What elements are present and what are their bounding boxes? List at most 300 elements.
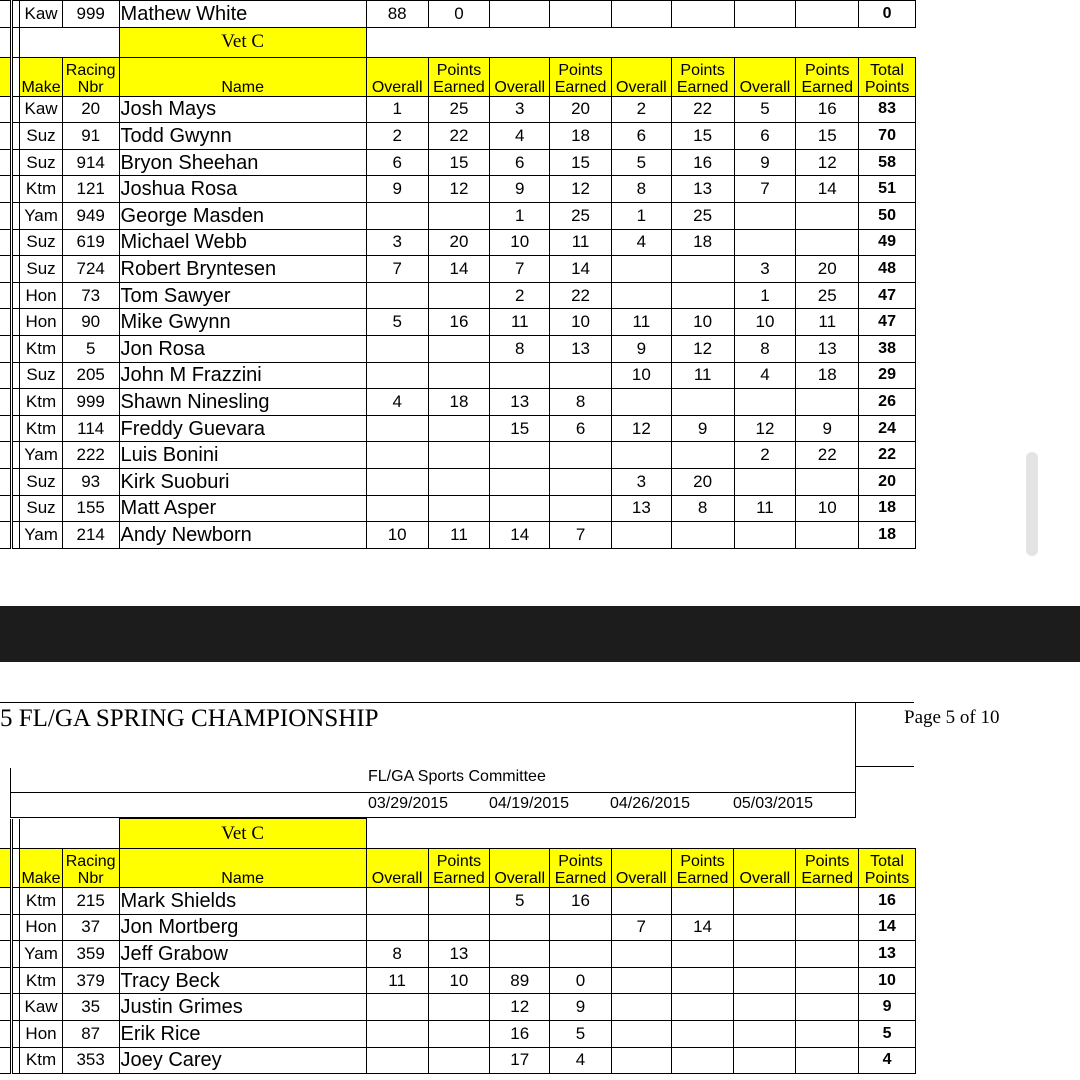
- r2-points-cell: 18: [550, 123, 612, 150]
- make-cell: Suz: [20, 229, 63, 256]
- rider-name-cell: Tracy Beck: [119, 967, 366, 994]
- row-edge: [12, 123, 20, 150]
- r3-overall-cell: 6: [611, 123, 671, 150]
- col-header-points-earned: Points Earned: [796, 57, 859, 96]
- make-cell: Yam: [20, 522, 63, 549]
- r4-overall-cell: 11: [734, 495, 796, 522]
- row-edge: [0, 495, 12, 522]
- total-points-cell: 38: [859, 335, 916, 362]
- r3-overall-cell: 3: [611, 468, 671, 495]
- col-header-points-earned: Points Earned: [796, 849, 859, 888]
- r1-overall-cell: [366, 442, 428, 469]
- class-row: [0, 819, 916, 849]
- r1-overall-cell: [366, 1020, 428, 1047]
- r2-overall-cell: 9: [490, 176, 550, 203]
- r1-overall-cell: 4: [366, 389, 428, 416]
- r2-overall-cell: 14: [490, 522, 550, 549]
- r3-overall-cell: [611, 1047, 671, 1074]
- rider-name-cell: Mathew White: [119, 1, 366, 28]
- r1-points-cell: 11: [428, 522, 490, 549]
- r2-overall-cell: 89: [490, 967, 550, 994]
- racing-nbr-cell: 379: [62, 967, 119, 994]
- r1-points-cell: 0: [428, 1, 490, 28]
- table-row: [0, 415, 916, 442]
- header-edge: [12, 57, 20, 96]
- r2-points-cell: [550, 495, 612, 522]
- col-header-make: Make: [20, 849, 63, 888]
- standings-table-upper: [0, 0, 916, 549]
- rider-name-cell: Robert Bryntesen: [119, 256, 366, 283]
- row-edge: [0, 914, 12, 941]
- r3-points-cell: 13: [671, 176, 734, 203]
- total-points-cell: 47: [859, 282, 916, 309]
- r3-overall-cell: [611, 888, 671, 915]
- r4-overall-cell: [734, 1, 796, 28]
- r4-points-cell: 10: [796, 495, 859, 522]
- racing-nbr-cell: 35: [62, 994, 119, 1021]
- r4-overall-cell: 3: [734, 256, 796, 283]
- rider-name-cell: Shawn Ninesling: [119, 389, 366, 416]
- total-points-cell: 18: [859, 522, 916, 549]
- row-edge: [0, 1, 12, 28]
- r4-overall-cell: 4: [734, 362, 796, 389]
- r3-points-cell: 10: [671, 309, 734, 336]
- r3-overall-cell: 8: [611, 176, 671, 203]
- r2-points-cell: [550, 442, 612, 469]
- col-header-overall: Overall: [366, 849, 428, 888]
- page-number: Page 5 of 10: [904, 707, 1000, 728]
- r4-overall-cell: [734, 229, 796, 256]
- r3-points-cell: 8: [671, 495, 734, 522]
- header-top-rule: [0, 702, 914, 703]
- col-header-racing-nbr: Racing Nbr: [62, 849, 119, 888]
- row-edge: [0, 1047, 12, 1074]
- make-cell: Ktm: [20, 415, 63, 442]
- total-points-cell: 9: [859, 994, 916, 1021]
- row-edge: [12, 1, 20, 28]
- r2-overall-cell: 13: [490, 389, 550, 416]
- row-edge: [12, 1020, 20, 1047]
- r3-overall-cell: [611, 967, 671, 994]
- row-edge: [0, 888, 12, 915]
- class-row: [0, 27, 916, 57]
- r3-overall-cell: [611, 282, 671, 309]
- make-cell: Hon: [20, 309, 63, 336]
- total-points-cell: 16: [859, 888, 916, 915]
- r4-points-cell: 22: [796, 442, 859, 469]
- r3-overall-cell: [611, 1020, 671, 1047]
- r4-overall-cell: [734, 1047, 796, 1074]
- row-edge: [12, 149, 20, 176]
- row-edge: [0, 202, 12, 229]
- r4-overall-cell: [734, 468, 796, 495]
- table-row: [0, 335, 916, 362]
- r2-points-cell: 12: [550, 176, 612, 203]
- r1-points-cell: [428, 282, 490, 309]
- total-points-cell: 48: [859, 256, 916, 283]
- row-edge: [12, 1047, 20, 1074]
- row-edge: [12, 914, 20, 941]
- make-cell: Suz: [20, 149, 63, 176]
- total-points-cell: 51: [859, 176, 916, 203]
- row-edge: [12, 27, 20, 57]
- r4-overall-cell: 6: [734, 123, 796, 150]
- r1-points-cell: [428, 888, 490, 915]
- rider-name-cell: Jon Rosa: [119, 335, 366, 362]
- r3-overall-cell: [611, 1, 671, 28]
- r4-points-cell: [796, 967, 859, 994]
- col-header-points-earned: Points Earned: [671, 57, 734, 96]
- r2-overall-cell: 10: [490, 229, 550, 256]
- r1-points-cell: [428, 994, 490, 1021]
- r2-points-cell: 25: [550, 202, 612, 229]
- r3-points-cell: [671, 967, 734, 994]
- r4-points-cell: 12: [796, 149, 859, 176]
- total-points-cell: 47: [859, 309, 916, 336]
- r2-points-cell: 6: [550, 415, 612, 442]
- row-edge: [0, 468, 12, 495]
- r3-overall-cell: 9: [611, 335, 671, 362]
- r1-points-cell: 15: [428, 149, 490, 176]
- row-edge: [0, 149, 12, 176]
- row-edge: [12, 282, 20, 309]
- make-cell: Ktm: [20, 389, 63, 416]
- row-edge: [12, 176, 20, 203]
- total-points-cell: 83: [859, 96, 916, 123]
- r1-overall-cell: 11: [366, 967, 428, 994]
- r1-points-cell: 16: [428, 309, 490, 336]
- r2-overall-cell: 17: [490, 1047, 550, 1074]
- r3-overall-cell: [611, 389, 671, 416]
- header-divider: [855, 702, 856, 766]
- r3-points-cell: [671, 389, 734, 416]
- row-edge: [12, 941, 20, 968]
- r3-overall-cell: 12: [611, 415, 671, 442]
- table-row: [0, 941, 916, 968]
- racing-nbr-cell: 114: [62, 415, 119, 442]
- racing-nbr-cell: 121: [62, 176, 119, 203]
- racing-nbr-cell: 359: [62, 941, 119, 968]
- rider-name-cell: Jon Mortberg: [119, 914, 366, 941]
- make-cell: Suz: [20, 123, 63, 150]
- r3-points-cell: 22: [671, 96, 734, 123]
- racing-nbr-cell: 37: [62, 914, 119, 941]
- racing-nbr-cell: 999: [62, 389, 119, 416]
- page-gap: [0, 606, 1080, 662]
- r2-overall-cell: [490, 1, 550, 28]
- total-points-cell: 14: [859, 914, 916, 941]
- r3-points-cell: 11: [671, 362, 734, 389]
- row-edge: [12, 495, 20, 522]
- r1-overall-cell: 5: [366, 309, 428, 336]
- total-points-cell: 24: [859, 415, 916, 442]
- make-cell: Kaw: [20, 994, 63, 1021]
- r2-overall-cell: 12: [490, 994, 550, 1021]
- r1-overall-cell: 1: [366, 96, 428, 123]
- r2-overall-cell: 5: [490, 888, 550, 915]
- row-edge: [12, 309, 20, 336]
- row-edge: [0, 1020, 12, 1047]
- r3-points-cell: [671, 994, 734, 1021]
- race-date-1: 03/29/2015: [368, 795, 449, 812]
- r3-points-cell: [671, 1047, 734, 1074]
- race-date-3: 04/26/2015: [610, 795, 691, 812]
- rider-name-cell: Michael Webb: [119, 229, 366, 256]
- col-header-total-points: Total Points: [859, 849, 916, 888]
- r3-overall-cell: [611, 994, 671, 1021]
- r1-overall-cell: [366, 495, 428, 522]
- row-edge: [0, 229, 12, 256]
- header-rule: [855, 766, 914, 767]
- col-header-overall: Overall: [366, 57, 428, 96]
- col-header-points-earned: Points Earned: [428, 849, 490, 888]
- r1-overall-cell: [366, 1047, 428, 1074]
- racing-nbr-cell: 90: [62, 309, 119, 336]
- r3-overall-cell: [611, 522, 671, 549]
- rider-name-cell: Mark Shields: [119, 888, 366, 915]
- r4-overall-cell: [734, 967, 796, 994]
- r1-points-cell: 18: [428, 389, 490, 416]
- row-edge: [0, 309, 12, 336]
- class-label: Vet C: [119, 27, 366, 57]
- r4-points-cell: 25: [796, 282, 859, 309]
- row-edge: [12, 468, 20, 495]
- r4-points-cell: 20: [796, 256, 859, 283]
- r3-points-cell: [671, 256, 734, 283]
- racing-nbr-cell: 5: [62, 335, 119, 362]
- col-header-overall: Overall: [611, 849, 671, 888]
- r2-overall-cell: [490, 442, 550, 469]
- row-edge: [12, 96, 20, 123]
- r4-overall-cell: 7: [734, 176, 796, 203]
- row-edge: [12, 442, 20, 469]
- table-row: [0, 96, 916, 123]
- r1-overall-cell: [366, 282, 428, 309]
- make-cell: Hon: [20, 914, 63, 941]
- r3-overall-cell: 10: [611, 362, 671, 389]
- rider-name-cell: Matt Asper: [119, 495, 366, 522]
- scrollbar-thumb[interactable]: [1026, 452, 1038, 556]
- r3-overall-cell: 2: [611, 96, 671, 123]
- r3-points-cell: [671, 941, 734, 968]
- make-cell: Ktm: [20, 176, 63, 203]
- r4-points-cell: 11: [796, 309, 859, 336]
- r4-overall-cell: 5: [734, 96, 796, 123]
- r1-points-cell: 12: [428, 176, 490, 203]
- rider-name-cell: Todd Gwynn: [119, 123, 366, 150]
- table-row: [0, 888, 916, 915]
- r4-overall-cell: [734, 888, 796, 915]
- table-row: [0, 914, 916, 941]
- table-row: [0, 229, 916, 256]
- rider-name-cell: Jeff Grabow: [119, 941, 366, 968]
- r4-points-cell: 16: [796, 96, 859, 123]
- r1-points-cell: [428, 442, 490, 469]
- r1-points-cell: 25: [428, 96, 490, 123]
- r3-points-cell: 9: [671, 415, 734, 442]
- row-edge: [12, 362, 20, 389]
- r2-points-cell: 15: [550, 149, 612, 176]
- table-row: [0, 522, 916, 549]
- r3-overall-cell: [611, 442, 671, 469]
- r1-points-cell: [428, 1020, 490, 1047]
- make-cell: Kaw: [20, 1, 63, 28]
- r4-overall-cell: [734, 389, 796, 416]
- r2-points-cell: 5: [550, 1020, 612, 1047]
- rider-name-cell: John M Frazzini: [119, 362, 366, 389]
- table-row: [0, 1047, 916, 1074]
- table-row: [0, 495, 916, 522]
- rider-name-cell: Mike Gwynn: [119, 309, 366, 336]
- r3-overall-cell: 11: [611, 309, 671, 336]
- racing-nbr-cell: 93: [62, 468, 119, 495]
- r4-points-cell: 18: [796, 362, 859, 389]
- r4-overall-cell: 1: [734, 282, 796, 309]
- header-edge: [0, 57, 12, 96]
- table-row: [0, 123, 916, 150]
- standings-table-upper-body: [0, 1, 916, 549]
- r4-points-cell: [796, 1, 859, 28]
- table-row: [0, 442, 916, 469]
- r3-points-cell: [671, 442, 734, 469]
- r4-points-cell: [796, 229, 859, 256]
- table-row: [0, 282, 916, 309]
- total-points-cell: 10: [859, 967, 916, 994]
- r3-overall-cell: 13: [611, 495, 671, 522]
- col-header-points-earned: Points Earned: [550, 57, 612, 96]
- r4-points-cell: [796, 1047, 859, 1074]
- race-date-4: 05/03/2015: [733, 795, 814, 812]
- table-row: [0, 967, 916, 994]
- table-row: [0, 202, 916, 229]
- r3-points-cell: [671, 522, 734, 549]
- r4-points-cell: [796, 468, 859, 495]
- total-points-cell: 4: [859, 1047, 916, 1074]
- row-edge: [0, 967, 12, 994]
- r3-points-cell: 15: [671, 123, 734, 150]
- blank-cell: [366, 819, 915, 849]
- r2-points-cell: 9: [550, 994, 612, 1021]
- r2-overall-cell: 2: [490, 282, 550, 309]
- committee-name: FL/GA Sports Committee: [368, 768, 546, 785]
- r1-points-cell: [428, 468, 490, 495]
- col-header-overall: Overall: [734, 57, 796, 96]
- r1-overall-cell: [366, 362, 428, 389]
- r2-overall-cell: 11: [490, 309, 550, 336]
- r4-points-cell: [796, 914, 859, 941]
- r2-overall-cell: 8: [490, 335, 550, 362]
- r1-overall-cell: [366, 415, 428, 442]
- rider-name-cell: Kirk Suoburi: [119, 468, 366, 495]
- row-edge: [0, 819, 12, 849]
- r1-overall-cell: [366, 994, 428, 1021]
- row-edge: [12, 994, 20, 1021]
- blank-cell: [366, 27, 915, 57]
- rider-name-cell: Bryon Sheehan: [119, 149, 366, 176]
- r3-points-cell: [671, 1020, 734, 1047]
- total-points-cell: 0: [859, 1, 916, 28]
- make-cell: Ktm: [20, 1047, 63, 1074]
- r1-overall-cell: 6: [366, 149, 428, 176]
- col-header-name: Name: [119, 849, 366, 888]
- race-date-2: 04/19/2015: [489, 795, 570, 812]
- make-cell: Kaw: [20, 96, 63, 123]
- row-edge: [0, 282, 12, 309]
- racing-nbr-cell: 205: [62, 362, 119, 389]
- row-edge: [0, 335, 12, 362]
- row-edge: [12, 389, 20, 416]
- row-edge: [0, 522, 12, 549]
- make-cell: Suz: [20, 256, 63, 283]
- r1-points-cell: 14: [428, 256, 490, 283]
- make-cell: Hon: [20, 282, 63, 309]
- rider-name-cell: Freddy Guevara: [119, 415, 366, 442]
- committee-rule: [10, 792, 855, 793]
- championship-title: 5 FL/GA SPRING CHAMPIONSHIP: [0, 705, 379, 732]
- r2-points-cell: 10: [550, 309, 612, 336]
- r4-points-cell: [796, 522, 859, 549]
- total-points-cell: 49: [859, 229, 916, 256]
- racing-nbr-cell: 619: [62, 229, 119, 256]
- r1-points-cell: 22: [428, 123, 490, 150]
- r3-points-cell: 14: [671, 914, 734, 941]
- header-edge: [0, 849, 12, 888]
- r1-points-cell: 20: [428, 229, 490, 256]
- r4-points-cell: 14: [796, 176, 859, 203]
- header-divider: [855, 766, 856, 818]
- racing-nbr-cell: 724: [62, 256, 119, 283]
- col-header-overall: Overall: [490, 57, 550, 96]
- row-edge: [12, 335, 20, 362]
- row-edge: [12, 202, 20, 229]
- r4-overall-cell: [734, 941, 796, 968]
- r4-points-cell: 15: [796, 123, 859, 150]
- r2-points-cell: [550, 941, 612, 968]
- r4-overall-cell: 8: [734, 335, 796, 362]
- table-row: [0, 468, 916, 495]
- r1-overall-cell: 88: [366, 1, 428, 28]
- row-edge: [12, 819, 20, 849]
- class-label: Vet C: [119, 819, 366, 849]
- r2-points-cell: 8: [550, 389, 612, 416]
- col-header-make: Make: [20, 57, 63, 96]
- table-row: [0, 176, 916, 203]
- r2-points-cell: 13: [550, 335, 612, 362]
- r3-points-cell: [671, 282, 734, 309]
- r3-points-cell: 12: [671, 335, 734, 362]
- total-points-cell: 13: [859, 941, 916, 968]
- row-edge: [0, 256, 12, 283]
- row-edge: [12, 522, 20, 549]
- r2-points-cell: [550, 914, 612, 941]
- r2-points-cell: 22: [550, 282, 612, 309]
- r4-overall-cell: [734, 1020, 796, 1047]
- r2-points-cell: 14: [550, 256, 612, 283]
- r2-overall-cell: [490, 362, 550, 389]
- r3-overall-cell: 5: [611, 149, 671, 176]
- row-edge: [12, 888, 20, 915]
- rider-name-cell: Andy Newborn: [119, 522, 366, 549]
- total-points-cell: 50: [859, 202, 916, 229]
- r1-overall-cell: [366, 202, 428, 229]
- col-header-overall: Overall: [611, 57, 671, 96]
- rider-name-cell: Joshua Rosa: [119, 176, 366, 203]
- row-edge: [12, 256, 20, 283]
- row-edge: [12, 415, 20, 442]
- r4-overall-cell: 12: [734, 415, 796, 442]
- make-cell: Yam: [20, 941, 63, 968]
- r1-points-cell: [428, 202, 490, 229]
